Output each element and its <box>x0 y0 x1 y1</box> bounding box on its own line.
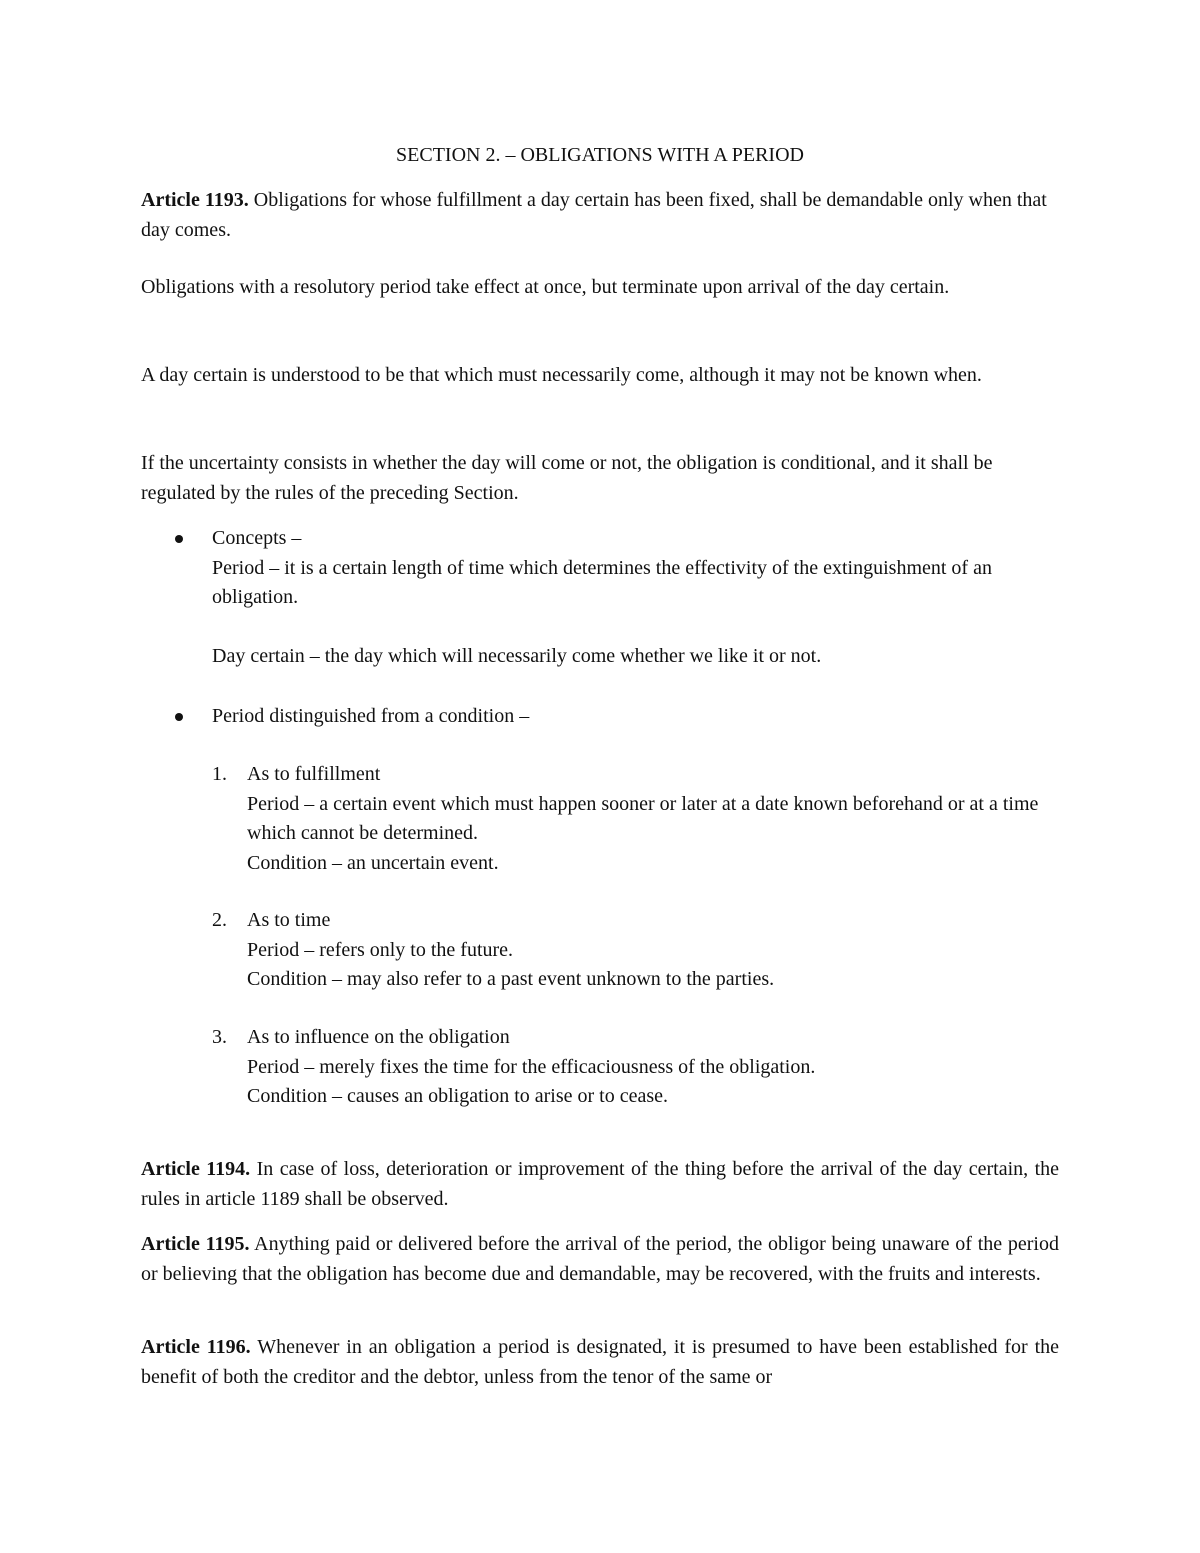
numbered-item-period: Period – refers only to the future. <box>247 938 514 961</box>
bullet-concepts <box>212 524 1062 671</box>
article-1195-label: Article 1195. <box>141 1233 250 1255</box>
article-1196-label: Article 1196. <box>141 1336 251 1358</box>
numbered-marker: 1. <box>212 763 227 785</box>
article-1195-text: Anything paid or delivered before the arrival of the period, the obligor being unaware of the period or believing that the obligation has become due and demandable, may be recovered, with the fruits and interests. <box>141 1233 1059 1285</box>
article-1194-label: Article 1194. <box>141 1158 251 1180</box>
article-1194 <box>141 1155 1059 1214</box>
numbered-marker: 2. <box>212 909 227 931</box>
numbered-item-period: Period – merely fixes the time for the efficaciousness of the obligation. <box>247 1055 816 1078</box>
paragraph-uncertainty: If the uncertainty consists in whether the day will come or not, the obligation is conditional, and it shall be regulated by the rules of the preceding Section. <box>141 452 993 504</box>
concept-period-definition: Period – it is a certain length of time which determines the effectivity of the extinguishment of an obligation. <box>212 556 992 608</box>
numbered-item-fulfillment <box>212 760 1067 878</box>
bullet-dot-icon <box>175 713 183 721</box>
article-1194-text: In case of loss, deterioration or improvement of the thing before the arrival of the day certain, the rules in article 1189 shall be observed. <box>141 1158 1060 1210</box>
numbered-item-title: As to influence on the obligation <box>247 1026 510 1048</box>
bullet-concepts-title: Concepts – <box>212 527 302 549</box>
numbered-item-title: As to time <box>247 909 331 931</box>
numbered-item-condition: Condition – an uncertain event. <box>247 851 499 874</box>
article-1196-text: Whenever in an obligation a period is designated, it is presumed to have been established for the benefit of both the creditor and the debtor, unless from the tenor of the same or <box>141 1336 1060 1388</box>
numbered-item-time <box>212 906 1067 995</box>
numbered-item-period: Period – a certain event which must happen sooner or later at a date known beforehand or at a time which cannot be determined. <box>247 792 1039 844</box>
numbered-item-condition: Condition – may also refer to a past event unknown to the parties. <box>247 968 775 990</box>
numbered-marker: 3. <box>212 1026 227 1048</box>
paragraph-day-certain: A day certain is understood to be that which must necessarily come, although it may not be known when. <box>141 364 982 386</box>
concept-day-certain-definition: Day certain – the day which will necessarily come whether we like it or not. <box>212 644 822 667</box>
article-1193 <box>141 186 1059 245</box>
paragraph-resolutory: Obligations with a resolutory period take effect at once, but terminate upon arrival of the day certain. <box>141 276 950 298</box>
bullet-distinguished-title: Period distinguished from a condition – <box>212 705 530 727</box>
article-1195 <box>141 1230 1059 1289</box>
article-1193-text: Obligations for whose fulfillment a day certain has been fixed, shall be demandable only when that day comes. <box>141 189 1047 241</box>
numbered-item-title: As to fulfillment <box>247 763 381 785</box>
bullet-dot-icon <box>175 535 183 543</box>
numbered-item-condition: Condition – causes an obligation to arise or to cease. <box>247 1085 669 1107</box>
article-1196 <box>141 1333 1059 1392</box>
bullet-distinguished <box>212 702 1062 732</box>
numbered-item-influence <box>212 1023 1067 1112</box>
article-1193-label: Article 1193. <box>141 189 249 211</box>
section-title: SECTION 2. – OBLIGATIONS WITH A PERIOD <box>396 144 804 166</box>
